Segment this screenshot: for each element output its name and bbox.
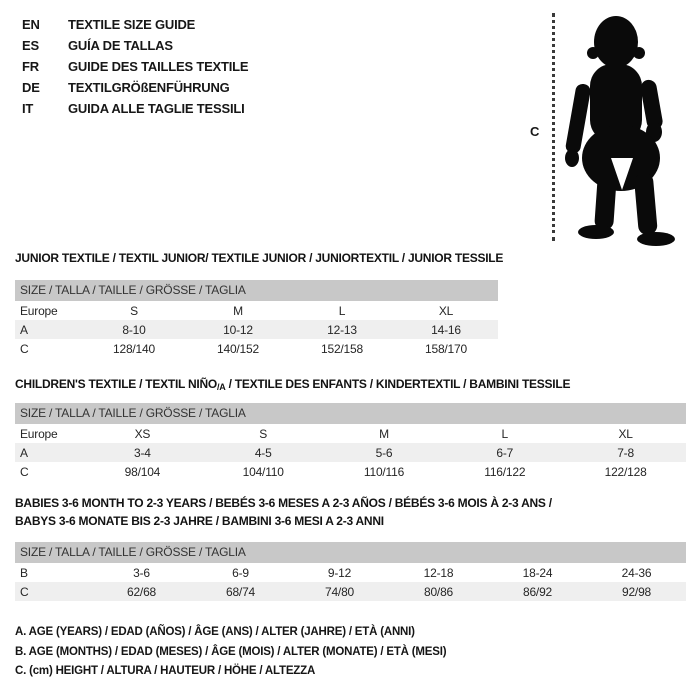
table-row-height bbox=[15, 339, 498, 358]
language-code: EN bbox=[22, 17, 40, 32]
baby-silhouette bbox=[562, 8, 696, 248]
junior-size-table bbox=[15, 280, 498, 358]
age-cell: 6-7 bbox=[496, 445, 514, 460]
size-header-bar: SIZE / TALLA / TAILLE / GRÖSSE / TAGLIA bbox=[15, 542, 686, 563]
height-cell: 152/158 bbox=[321, 341, 363, 356]
language-code: DE bbox=[22, 80, 40, 95]
age-cell: 12-13 bbox=[327, 322, 357, 337]
height-marker-label: C bbox=[530, 124, 540, 139]
table-row-height bbox=[15, 462, 686, 481]
legend-note-a: A. AGE (YEARS) / EDAD (AÑOS) / ÂGE (ANS) / ALTER (JAHRE) / ETÀ (ANNI) bbox=[15, 626, 415, 638]
children-title-suffix: / TEXTILE DES ENFANTS / KINDERTEXTIL / BAMBINI TESSILE bbox=[225, 377, 571, 391]
language-title: GUIDA ALLE TAGLIE TESSILI bbox=[68, 101, 245, 116]
language-row-es bbox=[22, 35, 248, 56]
babies-size-table bbox=[15, 542, 686, 601]
height-measure-dotted-line bbox=[552, 13, 555, 241]
language-row-it bbox=[22, 98, 248, 119]
months-cell: 9-12 bbox=[327, 565, 352, 580]
height-cell: 92/98 bbox=[621, 584, 652, 599]
size-cell: XL bbox=[438, 303, 454, 318]
language-code: IT bbox=[22, 101, 34, 116]
size-cell: XL bbox=[618, 426, 633, 441]
height-cell: 158/170 bbox=[425, 341, 467, 356]
language-row-fr bbox=[22, 56, 248, 77]
height-cell: 74/80 bbox=[324, 584, 355, 599]
children-table-title bbox=[15, 377, 570, 392]
children-title-sub: /A bbox=[216, 382, 226, 392]
height-cell: 116/122 bbox=[484, 464, 526, 479]
table-row-height bbox=[15, 582, 686, 601]
height-cell: 110/116 bbox=[363, 464, 405, 479]
language-code: FR bbox=[22, 59, 39, 74]
size-cell: M bbox=[233, 303, 243, 318]
size-header-bar: SIZE / TALLA / TAILLE / GRÖSSE / TAGLIA bbox=[15, 280, 498, 301]
table-row-age bbox=[15, 320, 498, 339]
language-code: ES bbox=[22, 38, 39, 53]
months-cell: 24-36 bbox=[621, 565, 652, 580]
language-row-de bbox=[22, 77, 248, 98]
size-cell: S bbox=[259, 426, 268, 441]
legend-note-b: B. AGE (MONTHS) / EDAD (MESES) / ÂGE (MOIS) / ALTER (MONATE) / ETÀ (MESI) bbox=[15, 645, 447, 658]
months-cell: 6-9 bbox=[232, 565, 249, 580]
language-title: TEXTILE SIZE GUIDE bbox=[68, 17, 196, 32]
table-row-months bbox=[15, 563, 686, 582]
babies-title-line1: BABIES 3-6 MONTH TO 2-3 YEARS / BEBÉS 3-6 MESES A 2-3 AÑOS / BÉBÉS 3-6 MOIS À 2-3 ANS / bbox=[15, 496, 552, 510]
age-cell: 3-4 bbox=[134, 445, 151, 460]
language-title: GUÍA DE TALLAS bbox=[68, 38, 173, 53]
row-label: Europe bbox=[20, 303, 58, 318]
height-cell: 86/92 bbox=[522, 584, 553, 599]
row-label: C bbox=[20, 584, 29, 599]
months-cell: 3-6 bbox=[133, 565, 150, 580]
babies-title-line2: BABYS 3-6 MONATE BIS 2-3 JAHRE / BAMBINI 3-6 MESI A 2-3 ANNI bbox=[15, 514, 384, 528]
height-cell: 68/74 bbox=[225, 584, 256, 599]
row-label: Europe bbox=[20, 426, 58, 441]
children-title-prefix: CHILDREN'S TEXTILE / TEXTIL NIÑO bbox=[15, 377, 217, 391]
size-cell: L bbox=[501, 426, 509, 441]
age-cell: 14-16 bbox=[431, 322, 461, 337]
language-row-en bbox=[22, 14, 248, 35]
children-size-table bbox=[15, 403, 686, 481]
age-cell: 7-8 bbox=[617, 445, 634, 460]
table-row-age bbox=[15, 443, 686, 462]
months-cell: 12-18 bbox=[423, 565, 454, 580]
size-cell: S bbox=[130, 303, 138, 318]
table-row-europe bbox=[15, 424, 686, 443]
babies-table-title bbox=[15, 494, 552, 530]
size-header-bar: SIZE / TALLA / TAILLE / GRÖSSE / TAGLIA bbox=[15, 403, 686, 424]
months-cell: 18-24 bbox=[522, 565, 553, 580]
language-title: GUIDE DES TAILLES TEXTILE bbox=[68, 59, 249, 74]
size-cell: L bbox=[338, 303, 346, 318]
row-label: A bbox=[20, 445, 28, 460]
height-cell: 80/86 bbox=[423, 584, 454, 599]
row-label: A bbox=[20, 322, 28, 337]
age-cell: 10-12 bbox=[223, 322, 253, 337]
language-list bbox=[22, 14, 248, 119]
height-cell: 98/104 bbox=[124, 464, 161, 479]
height-cell: 104/110 bbox=[242, 464, 284, 479]
row-label: C bbox=[20, 341, 29, 356]
legend-note-c: C. (cm) HEIGHT / ALTURA / HAUTEUR / HÖHE / ALTEZZA bbox=[15, 665, 316, 677]
row-label: C bbox=[20, 464, 29, 479]
size-cell: XS bbox=[134, 426, 151, 441]
height-cell: 122/128 bbox=[604, 464, 647, 479]
language-title: TEXTILGRÖßENFÜHRUNG bbox=[68, 80, 230, 95]
row-label: B bbox=[20, 565, 28, 580]
height-cell: 140/152 bbox=[217, 341, 259, 356]
age-cell: 4-5 bbox=[254, 445, 272, 460]
junior-table-title: JUNIOR TEXTILE / TEXTIL JUNIOR/ TEXTILE JUNIOR / JUNIORTEXTIL / JUNIOR TESSILE bbox=[15, 251, 504, 265]
age-cell: 5-6 bbox=[375, 445, 393, 460]
size-cell: M bbox=[379, 426, 389, 441]
height-cell: 128/140 bbox=[113, 341, 155, 356]
legend-notes bbox=[15, 626, 446, 685]
height-cell: 62/68 bbox=[126, 584, 157, 599]
table-row-europe bbox=[15, 301, 498, 320]
age-cell: 8-10 bbox=[122, 322, 146, 337]
